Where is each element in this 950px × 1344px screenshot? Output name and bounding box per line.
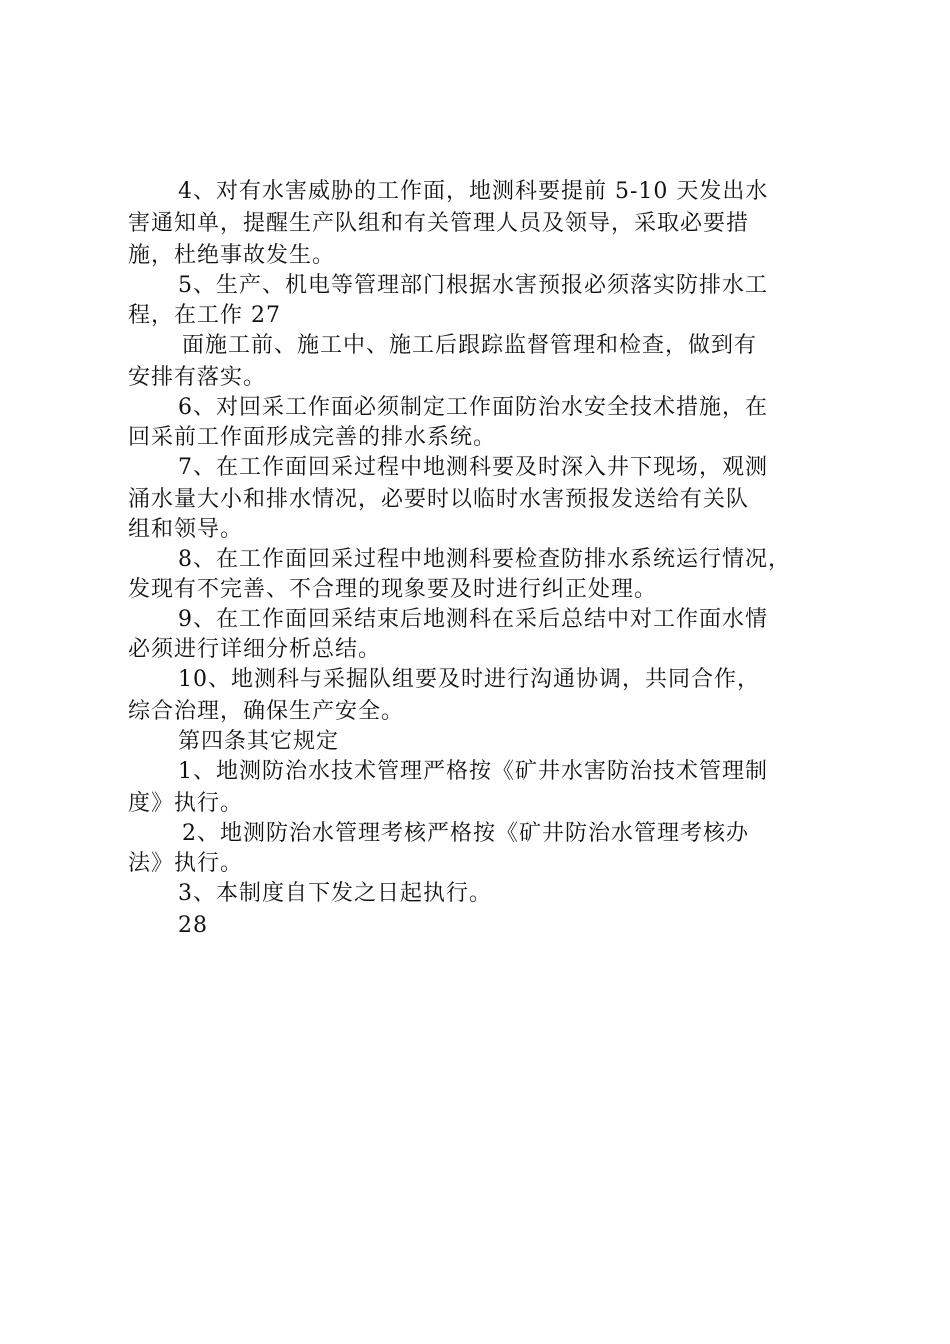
text-line: 法》执行。 (128, 851, 244, 876)
text-line: 3、本制度自下发之日起执行。 (178, 881, 492, 906)
text-line: 1、地测防治水技术管理严格按《矿井水害防治技术管理制 (178, 759, 768, 784)
text-line: 4、对有水害威胁的工作面，地测科要提前 5-10 天发出水 (178, 179, 769, 204)
text-line: 必须进行详细分析总结。 (128, 637, 382, 662)
text-line: 回采前工作面形成完善的排水系统。 (128, 425, 497, 450)
text-line: 6、对回采工作面必须制定工作面防治水安全技术措施，在 (178, 395, 768, 420)
text-line: 组和领导。 (128, 517, 244, 542)
text-line: 面施工前、施工中、施工后跟踪监督管理和检查，做到有 (182, 333, 758, 358)
text-line: 2、地测防治水管理考核严格按《矿井防治水管理考核办 (182, 821, 749, 846)
text-line: 10、地测科与采掘队组要及时进行沟通协调，共同合作， (178, 667, 760, 692)
text-line: 安排有落实。 (128, 365, 267, 390)
text-line: 8、在工作面回采过程中地测科要检查防排水系统运行情况， (178, 547, 791, 572)
page-number: 28 (178, 913, 208, 938)
text-line: 发现有不完善、不合理的现象要及时进行纠正处理。 (128, 577, 658, 602)
text-line: 施，杜绝事故发生。 (128, 243, 336, 268)
text-line: 综合治理，确保生产安全。 (128, 699, 405, 724)
text-line: 5、生产、机电等管理部门根据水害预报必须落实防排水工 (178, 273, 768, 298)
section-heading: 第四条其它规定 (178, 729, 340, 754)
text-line: 7、在工作面回采过程中地测科要及时深入井下现场，观测 (178, 455, 768, 480)
text-line: 9、在工作面回采结束后地测科在采后总结中对工作面水情 (178, 607, 768, 632)
text-line: 涌水量大小和排水情况，必要时以临时水害预报发送给有关队 (128, 487, 750, 512)
text-line: 度》执行。 (128, 791, 244, 816)
text-line: 程，在工作 27 (128, 303, 281, 328)
text-line: 害通知单，提醒生产队组和有关管理人员及领导，采取必要措 (128, 211, 750, 236)
